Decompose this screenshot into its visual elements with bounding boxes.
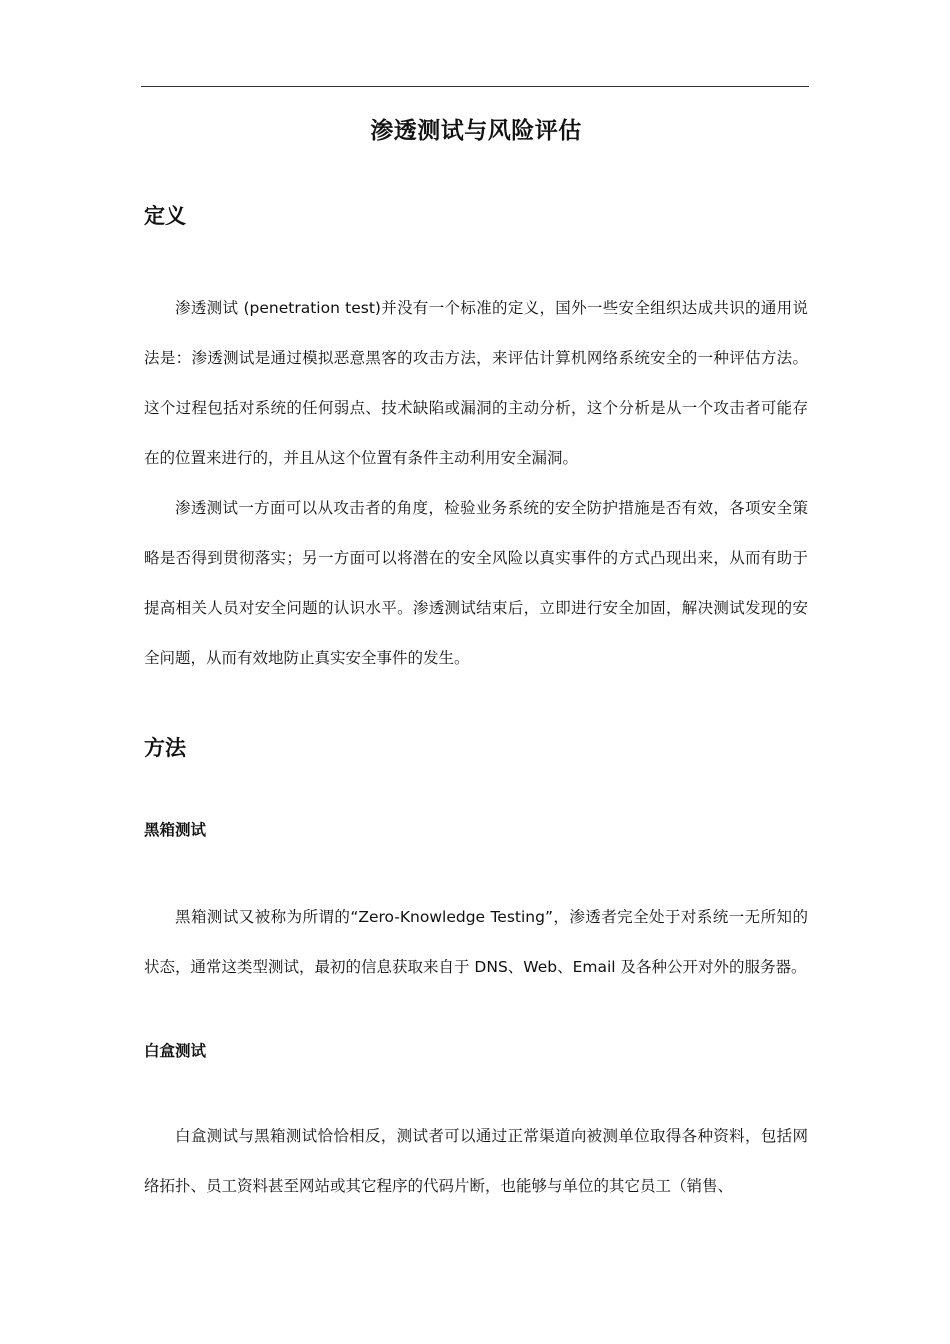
document-body [144, 112, 808, 1211]
definition-paragraph-2: 渗透测试一方面可以从攻击者的角度，检验业务系统的安全防护措施是否有效，各项安全策略是否得到贯彻落实；另一方面可以将潜在的安全风险以真实事件的方式凸现出来，从而有助于提高相关人员对安全问题的认识水平。渗透测试结束后，立即进行安全加固，解决测试发现的安全问题，从而有效地防止真实安全事件的发生。 [144, 499, 808, 667]
header-rule [141, 86, 809, 87]
subsection-heading-white-box: 白盒测试 [144, 1042, 207, 1060]
black-box-paragraph: 黑箱测试又被称为所谓的“Zero-Knowledge Testing”，渗透者完全处于对系统一无所知的状态，通常这类型测试，最初的信息获取来自于 DNS、Web、Email 及各种公开对外的服务器。 [144, 908, 808, 976]
section-heading-definition: 定义 [144, 204, 186, 228]
section-heading-methods: 方法 [144, 736, 186, 760]
subsection-heading-black-box: 黑箱测试 [144, 821, 207, 839]
white-box-paragraph: 白盒测试与黑箱测试恰恰相反，测试者可以通过正常渠道向被测单位取得各种资料，包括网络拓扑、员工资料甚至网站或其它程序的代码片断，也能够与单位的其它员工（销售、 [144, 1127, 808, 1195]
definition-paragraph-1: 渗透测试 (penetration test)并没有一个标准的定义，国外一些安全组织达成共识的通用说法是：渗透测试是通过模拟恶意黑客的攻击方法，来评估计算机网络系统安全的一种评估方法。这个过程包括对系统的任何弱点、技术缺陷或漏洞的主动分析，这个分析是从一个攻击者可能存在的位置来进行的，并且从这个位置有条件主动利用安全漏洞。 [144, 299, 808, 467]
document-title: 渗透测试与风险评估 [370, 118, 582, 144]
